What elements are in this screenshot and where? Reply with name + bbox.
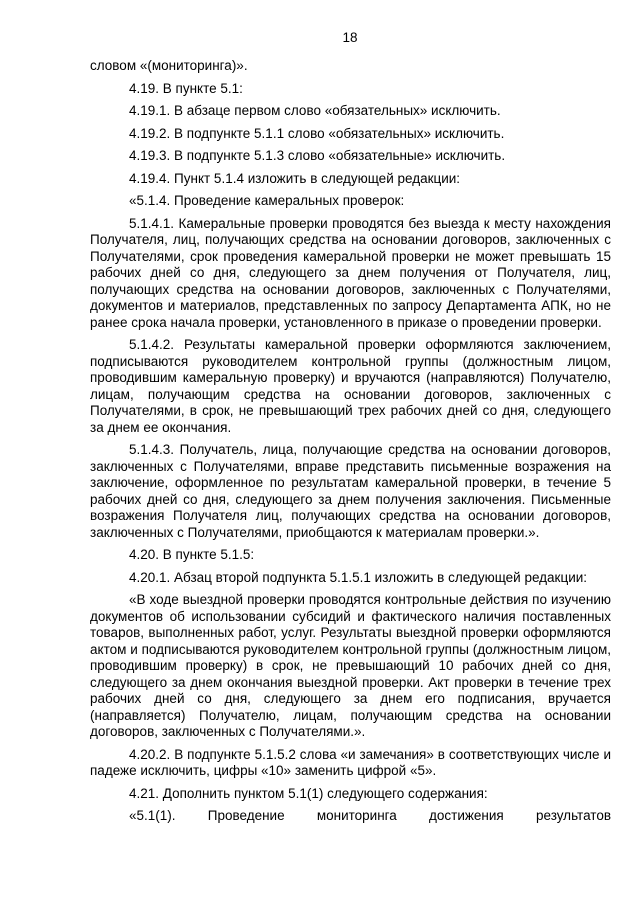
paragraph-continuation: словом «(мониторинга)». xyxy=(90,58,248,73)
document-body xyxy=(90,58,611,831)
paragraph-4-20-2: 4.20.2. В подпункте 5.1.5.2 слова «и замечания» в соответствующих числе и падеже исключить, цифры «10» заменить цифрой «5». xyxy=(90,746,611,778)
paragraph-4-19-3: 4.19.3. В подпункте 5.1.3 слово «обязательные» исключить. xyxy=(129,148,506,163)
paragraph-5-1-4-heading: «5.1.4. Проведение камеральных проверок: xyxy=(129,193,405,208)
paragraph-5-1-4-1: 5.1.4.1. Камеральные проверки проводятся без выезда к месту нахождения Получателя, лиц, получающих средства на основании договоров, заключенных с Получателями, срок проведения камеральной проверки не может превышать 15 рабочих дней со дня, следующего за днем получения от Получателя, лиц, получающих средства на основании договоров, заключенных с Получателями, документов и материалов, представленных по запросу Департамента АПК, но не ранее срока начала проверки, установленного в приказе о проведении проверки. xyxy=(90,215,611,330)
paragraph-4-20-1: 4.20.1. Абзац второй подпункта 5.1.5.1 изложить в следующей редакции: xyxy=(129,569,588,585)
paragraph-4-19-1: 4.19.1. В абзаце первом слово «обязательных» исключить. xyxy=(129,103,501,118)
paragraph-5-1-1-start: «5.1(1). Проведение мониторинга достижения результатов xyxy=(129,808,611,823)
paragraph-4-19-4: 4.19.4. Пункт 5.1.4 изложить в следующей редакции: xyxy=(129,170,461,186)
paragraph-4-20: 4.20. В пункте 5.1.5: xyxy=(129,547,255,562)
paragraph-4-19-2: 4.19.2. В подпункте 5.1.1 слово «обязательных» исключить. xyxy=(129,125,505,141)
paragraph-5-1-4-3: 5.1.4.3. Получатель, лица, получающие средства на основании договоров, заключенных с Получателями, вправе представить письменные возражения на заключение, оформленное по результатам камеральной проверки, в течение 5 рабочих дней со дня, следующего за днем получения заключения. Письменные возражения Получателя лиц, получающих средства на основании договоров, заключенных с Получателями, приобщаются к материалам проверки.». xyxy=(90,442,611,540)
paragraph-quoted-abstract: «В ходе выездной проверки проводятся контрольные действия по изучению документов об использовании субсидий и фактического наличия поставленных товаров, выполненных работ, услуг. Результаты выездной проверки оформляются актом и подписываются руководителем контрольной группы (должностным лицом, проводившим проверку) в срок, не превышающий 10 рабочих дней со дня, следующего за днем окончания выездной проверки. Акт проверки в течение трех рабочих дней со дня, следующего за днем его подписания, вручается (направляется) Получателю, лицам, получающим средства на основании договоров, заключенных с Получателями.». xyxy=(90,592,611,739)
paragraph-4-21: 4.21. Дополнить пунктом 5.1(1) следующего содержания: xyxy=(129,785,488,801)
paragraph-4-19: 4.19. В пункте 5.1: xyxy=(129,80,243,96)
page-number: 18 xyxy=(342,30,358,45)
paragraph-5-1-4-2: 5.1.4.2. Результаты камеральной проверки оформляются заключением, подписываются руководителем контрольной группы (должностным лицом, проводившим камеральную проверку) и вручаются (направляются) Получателю, лицам, получающим средства на основании договоров, заключенных с Получателями, в срок, не превышающий трех рабочих дней со дня, следующего за днем ее окончания. xyxy=(90,337,611,435)
